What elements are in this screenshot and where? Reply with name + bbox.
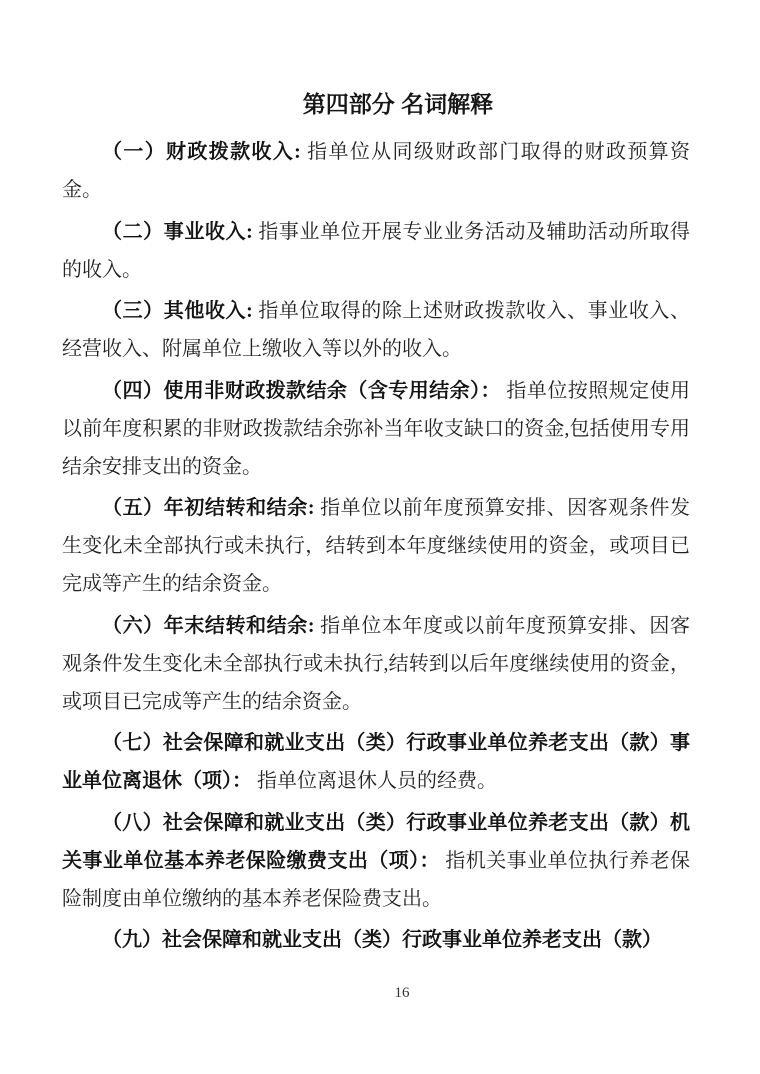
glossary-entry bbox=[62, 921, 690, 959]
term-label: （二）事业收入: bbox=[102, 220, 253, 243]
glossary-entry bbox=[62, 804, 690, 918]
term-definition: 指单位本年度或以前年度预算安排、因客观条件发生变化未全部执行或未执行,结转到以后年度继续使用的资金，或项目已完成等产生的结余资金。 bbox=[62, 614, 691, 713]
term-label: （九）社会保障和就业支出（类）行政事业单位养老支出（款） bbox=[102, 929, 662, 951]
glossary-entry bbox=[62, 372, 690, 486]
glossary-entry bbox=[62, 292, 690, 368]
glossary-entry bbox=[62, 489, 690, 603]
term-label: （三）其他收入: bbox=[102, 300, 253, 322]
term-definition: 指单位取得的除上述财政拨款收入、事业收入、经营收入、附属单位上缴收入等以外的收入。 bbox=[62, 300, 691, 360]
term-definition: 指机关事业单位执行养老保险制度由单位缴纳的基本养老保险费支出。 bbox=[62, 849, 691, 910]
glossary-entry bbox=[62, 724, 690, 800]
term-label: （七）社会保障和就业支出（类）行政事业单位养老支出（款）事业单位离退休（项）： bbox=[62, 732, 690, 792]
term-label: （四）使用非财政拨款结余（含专用结余）： bbox=[102, 379, 501, 402]
term-label: （八）社会保障和就业支出（类）行政事业单位养老支出（款）机关事业单位基本养老保险缴费支出（项）： bbox=[62, 811, 690, 872]
term-definition: 指单位以前年度预算安排、因客观条件发生变化未全部执行或未执行，结转到本年度继续使用的资金，或项目已完成等产生的结余资金。 bbox=[62, 497, 691, 595]
page-title: 第四部分 名词解释 bbox=[302, 91, 494, 117]
glossary-entry bbox=[62, 133, 690, 209]
term-definition: 指单位从同级财政部门取得的财政预算资金。 bbox=[62, 141, 691, 201]
page-number: 16 bbox=[394, 985, 410, 1001]
term-label: （一）财政拨款收入: bbox=[102, 141, 301, 163]
document-content bbox=[62, 88, 690, 959]
term-definition: 指事业单位开展专业业务活动及辅助活动所取得的收入。 bbox=[62, 220, 691, 281]
term-definition: 指单位按照规定使用以前年度积累的非财政拨款结余弥补当年收支缺口的资金,包括使用专用结余安排支出的资金。 bbox=[62, 379, 691, 478]
term-label: （五）年初结转和结余: bbox=[102, 497, 315, 519]
term-definition: 指单位离退休人员的经费。 bbox=[257, 770, 497, 792]
term-label: （六）年末结转和结余: bbox=[102, 614, 315, 637]
glossary-entry bbox=[62, 607, 690, 721]
glossary-entry bbox=[62, 213, 690, 289]
